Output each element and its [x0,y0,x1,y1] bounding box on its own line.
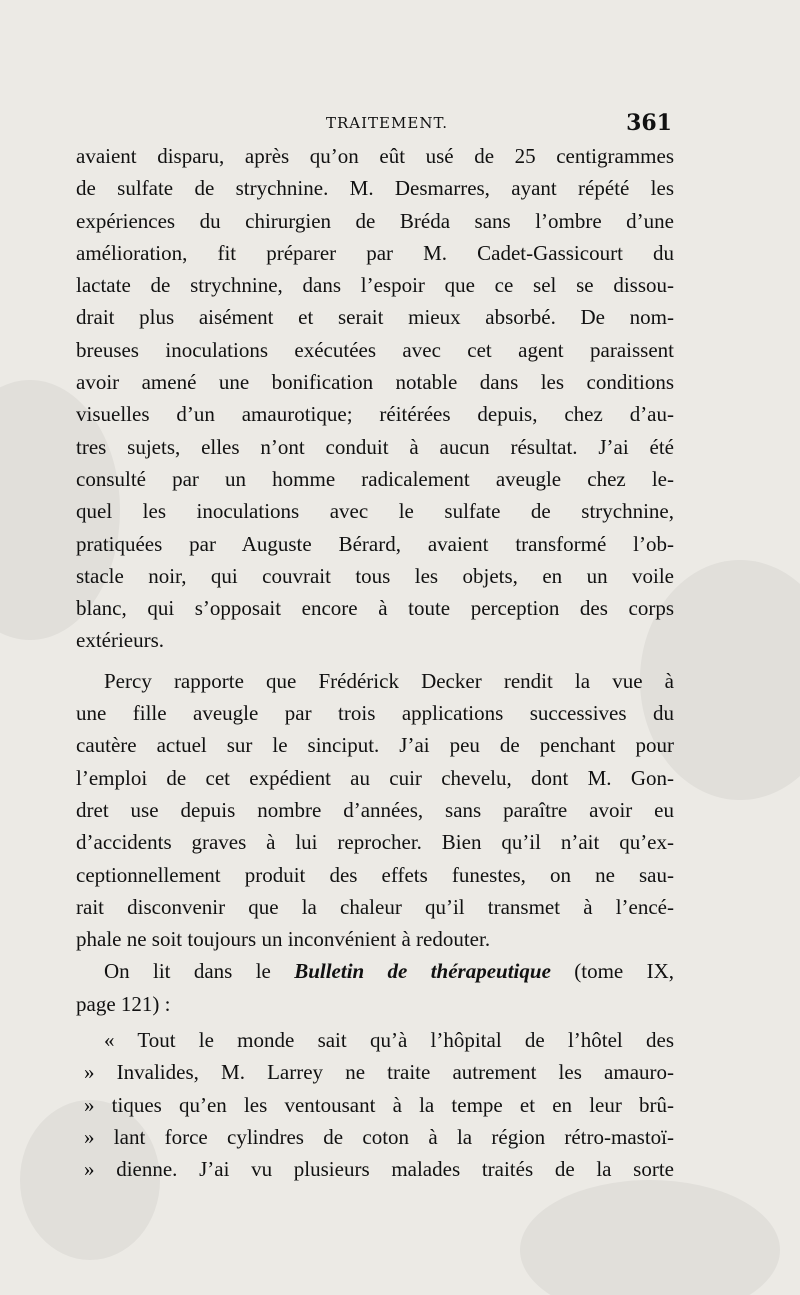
text-line: Percy rapporte que Frédérick Decker rendit la vue à [104,668,674,693]
text-line: lactate de strychnine, dans l’espoir que ce sel se dissou- [76,273,674,298]
running-head: TRAITEMENT. [326,114,449,132]
quote-line: » tiques qu’en les ventousant à la tempe et en leur brû- [84,1092,674,1117]
text-line: d’accidents graves à lui reprocher. Bien qu’il n’ait qu’ex- [76,830,674,855]
text-line: avoir amené une bonification notable dans les conditions [76,370,674,395]
text-line: expériences du chirurgien de Bréda sans l’ombre d’une [76,208,674,233]
text-line: phale ne soit toujours un inconvénient à redouter. [76,927,491,952]
text-line: avaient disparu, après qu’on eût usé de 25 centigrammes [76,144,674,168]
text-line: blanc, qui s’opposait encore à toute perception des corps [76,596,674,621]
page-body [76,140,674,1186]
text-line: tres sujets, elles n’ont conduit à aucun résultat. J’ai été [76,434,674,459]
quote-line: « Tout le monde sait qu’à l’hôpital de l’hôtel des [104,1028,674,1053]
text-line: stacle noir, qui couvrait tous les objets, en un voile [76,563,674,588]
bulletin-before: On lit dans le [104,959,295,984]
text-line: dret use depuis nombre d’années, sans paraître avoir eu [76,797,674,822]
paragraph-1 [76,140,674,657]
quote-line: » lant force cylindres de coton à la région rétro-mastoï- [84,1124,674,1149]
text-line: pratiquées par Auguste Bérard, avaient transformé l’ob- [76,531,674,556]
text-line: extérieurs. [76,628,165,653]
bulletin-after: (tome IX, [550,959,674,984]
text-line-bulletin [76,955,674,987]
quote-line: » Invalides, M. Larrey ne traite autrement les amauro- [84,1060,674,1085]
text-line: page 121) : [76,991,171,1016]
quote-line: » dienne. J’ai vu plusieurs malades traités de la sorte [84,1157,674,1182]
text-line: l’emploi de cet expédient au cuir chevelu, dont M. Gon- [76,765,674,790]
bulletin-title: Bulletin de thérapeutique [294,959,551,984]
page-header [86,110,672,144]
text-line: visuelles d’un amaurotique; réitérées depuis, chez d’au- [76,402,674,427]
paragraph-2 [76,665,674,956]
text-line: amélioration, fit préparer par M. Cadet-Gassicourt du [76,240,674,265]
text-line: drait plus aisément et serait mieux absorbé. De nom- [76,305,674,330]
page-number: 361 [626,110,672,136]
text-line: cautère actuel sur le sinciput. J’ai peu de penchant pour [76,733,674,758]
text-line: de sulfate de strychnine. M. Desmarres, ayant répété les [76,176,674,201]
text-line: quel les inoculations avec le sulfate de strychnine, [76,499,674,524]
text-line: consulté par un homme radicalement aveugle chez le- [76,466,674,491]
text-line: rait disconvenir que la chaleur qu’il transmet à l’encé- [76,894,674,919]
paper-stain [520,1180,780,1295]
text-line: breuses inoculations exécutées avec cet agent paraissent [76,337,674,362]
text-line: une fille aveugle par trois applications successives du [76,701,674,726]
quotation [76,1024,674,1185]
text-line: ceptionnellement produit des effets funestes, on ne sau- [76,862,674,887]
paragraph-3 [76,955,674,1020]
